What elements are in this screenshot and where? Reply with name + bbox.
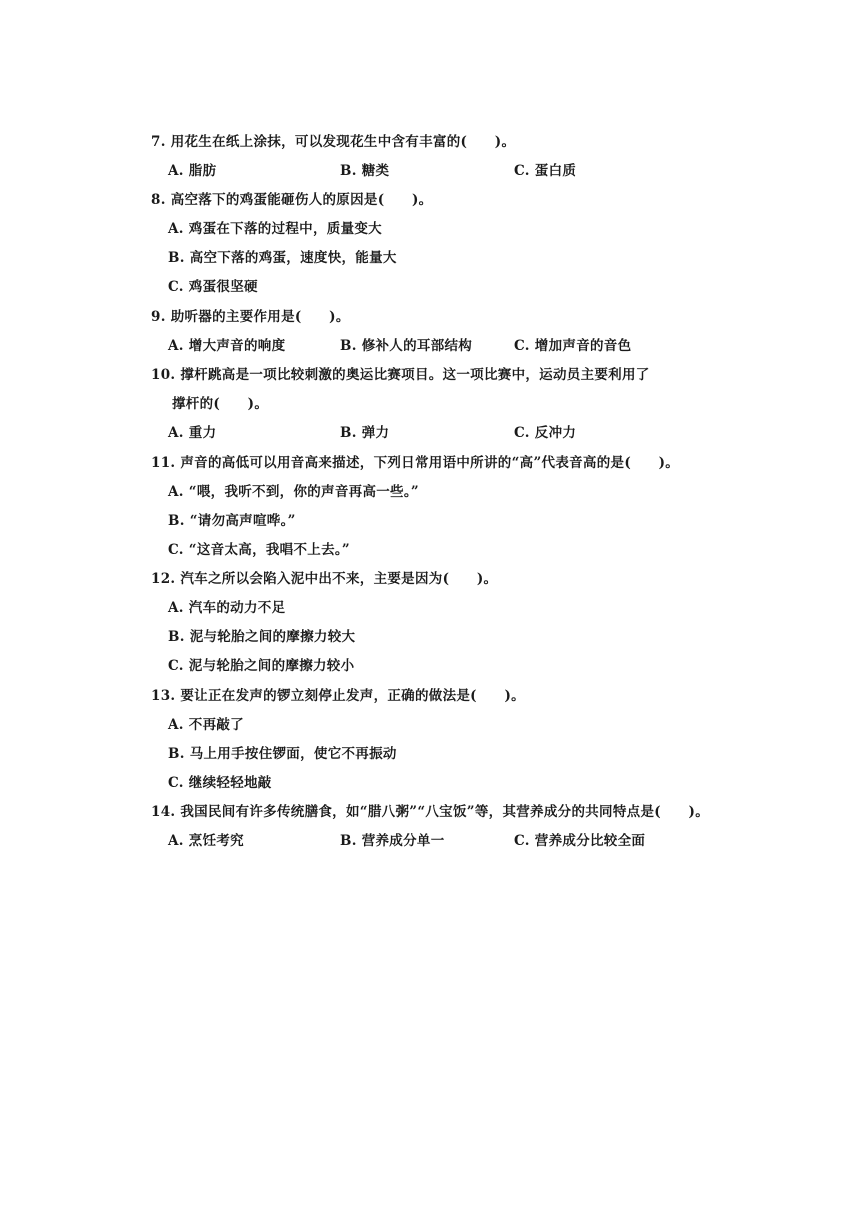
question-9-option-c: C. 增加声音的音色 [514,338,632,354]
question-8-option-b: B. 高空下落的鸡蛋，速度快，能量大 [168,250,397,266]
question-13-option-a: A. 不再敲了 [168,717,244,733]
question-7-option-c: C. 蛋白质 [514,163,577,179]
question-13-option-b: B. 马上用手按住锣面，使它不再振动 [168,746,397,762]
question-12-stem: 12. 汽车之所以会陷入泥中出不来，主要是因为( )。 [151,571,498,587]
question-10-stem-continued: 撑杆的( )。 [172,396,269,412]
question-11-option-a: A. “喂，我听不到，你的声音再高一些。” [168,484,419,500]
question-11-stem: 11. 声音的高低可以用音高来描述，下列日常用语中所讲的“高”代表音高的是( )。 [151,455,680,471]
question-11-option-c: C. “这音太高，我唱不上去。” [168,542,350,558]
question-14-option-b: B. 营养成分单一 [340,833,445,849]
question-10-option-b: B. 弹力 [340,425,390,441]
question-7-option-b: B. 糖类 [340,163,390,179]
question-10-option-a: A. 重力 [168,425,217,441]
question-7-option-a: A. 脂肪 [168,163,217,179]
question-9-stem: 9. 助听器的主要作用是( )。 [151,309,350,325]
question-13-stem: 13. 要让正在发声的锣立刻停止发声，正确的做法是( )。 [151,688,525,704]
question-11-option-b: B. “请勿高声喧哗。” [168,513,296,529]
question-9-option-a: A. 增大声音的响度 [168,338,286,354]
question-14-stem: 14. 我国民间有许多传统膳食，如“腊八粥”“八宝饭”等，其营养成分的共同特点是( )。 [151,804,710,820]
question-8-stem: 8. 高空落下的鸡蛋能砸伤人的原因是( )。 [151,192,433,208]
question-13-option-c: C. 继续轻轻地敲 [168,775,272,791]
question-14-option-c: C. 营养成分比较全面 [514,833,646,849]
question-12-option-c: C. 泥与轮胎之间的摩擦力较小 [168,658,355,674]
question-10-stem: 10. 撑杆跳高是一项比较刺激的奥运比赛项目。这一项比赛中，运动员主要利用了 [151,367,650,383]
question-8-option-a: A. 鸡蛋在下落的过程中，质量变大 [168,221,382,237]
question-12-option-b: B. 泥与轮胎之间的摩擦力较大 [168,629,356,645]
question-7-stem: 7. 用花生在纸上涂抹，可以发现花生中含有丰富的( )。 [151,134,516,150]
question-14-option-a: A. 烹饪考究 [168,833,244,849]
question-10-option-c: C. 反冲力 [514,425,577,441]
question-9-option-b: B. 修补人的耳部结构 [340,338,473,354]
question-12-option-a: A. 汽车的动力不足 [168,600,286,616]
question-8-option-c: C. 鸡蛋很坚硬 [168,279,258,295]
